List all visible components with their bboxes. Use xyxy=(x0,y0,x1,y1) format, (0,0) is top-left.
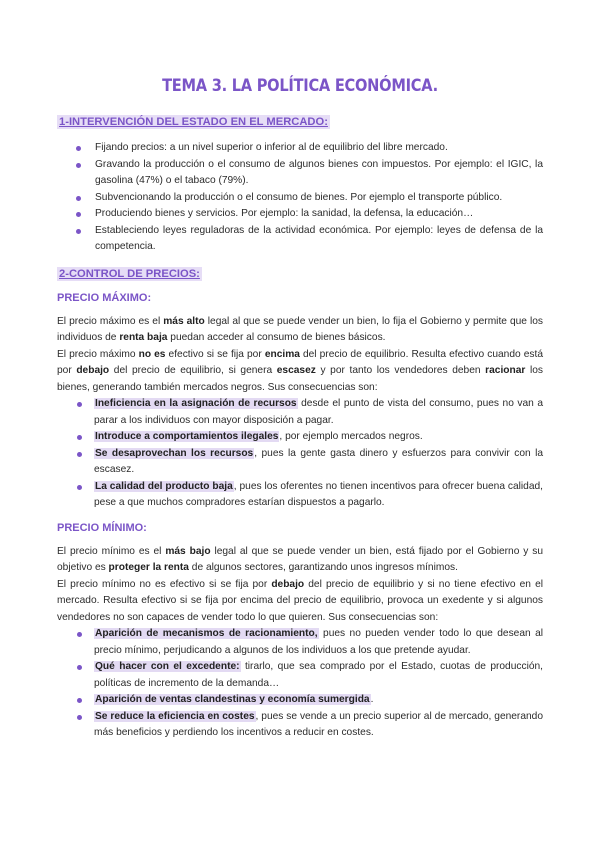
list-item: Ineficiencia en la asignación de recursos desde el punto de vista del consumo, pues no van a parar a los individuos con mayor disposición a pagar. xyxy=(57,396,543,429)
list-item: Se desaprovechan los recursos, pues la gente gasta dinero y esfuerzos para convivir con la escasez. xyxy=(57,446,543,479)
precio-maximo-consecuencias xyxy=(57,396,543,512)
list-item: Qué hacer con el excedente: tirarlo, que sea comprado por el Estado, cuotas de producción, políticas de incremento de la demanda… xyxy=(57,659,543,692)
list-item: Fijando precios: a un nivel superior o inferior al de equilibrio del libre mercado. xyxy=(57,140,543,157)
precio-minimo-consecuencias xyxy=(57,626,543,742)
section-heading-control-precios: 2-CONTROL DE PRECIOS: xyxy=(59,267,200,280)
paragraph: El precio mínimo es el más bajo legal al que se puede vender un bien, está fijado por el Gobierno y su objetivo es proteger la renta de algunos sectores, garantizando unos ingresos mínimos. xyxy=(57,545,544,573)
list-item: Subvencionando la producción o el consumo de bienes. Por ejemplo el transporte público. xyxy=(57,190,543,207)
list-item: Aparición de mecanismos de racionamiento, pues no pueden vender todo lo que desean al precio mínimo, perjudicando a algunos de los individuos a los que pretende ayudar. xyxy=(57,626,543,659)
list-item: Introduce a comportamientos ilegales, por ejemplo mercados negros. xyxy=(57,429,543,446)
subheading-precio-maximo: PRECIO MÁXIMO: xyxy=(57,291,152,304)
list-item: Estableciendo leyes reguladoras de la actividad económica. Por ejemplo: leyes de defensa de la competencia. xyxy=(57,223,543,256)
section-heading-intervencion: 1-INTERVENCIÓN DEL ESTADO EN EL MERCADO: xyxy=(59,116,328,128)
list-item: Gravando la producción o el consumo de algunos bienes con impuestos. Por ejemplo: el IGIC, la gasolina (47%) o el tabaco (79%). xyxy=(57,157,543,190)
list-item: Aparición de ventas clandestinas y economía sumergida. xyxy=(57,692,543,709)
subheading-precio-minimo: PRECIO MÍNIMO: xyxy=(57,521,147,534)
paragraph: El precio mínimo no es efectivo si se fija por debajo del precio de equilibrio y si no tiene efectivo en el mercado. Resulta efectivo si se fija por encima del precio de equilibrio, provoca un exedente y si algunos vendedores no son capaces de vender todo lo que quieren. Sus consecuencias son: xyxy=(57,578,543,623)
paragraph: El precio máximo no es efectivo si se fija por encima del precio de equilibrio. Resulta efectivo cuando está por debajo del precio de equilibrio, si genera escasez y por tanto los vendedores deben racionar los bienes, generando también mercados negros. Sus consecuencias son: xyxy=(57,348,543,393)
paragraph: El precio máximo es el más alto legal al que se puede vender un bien, lo fija el Gobierno y permite que los individuos de renta baja puedan acceder al consumo de bienes básicos. xyxy=(57,315,543,343)
intervencion-list xyxy=(57,140,543,256)
list-item: La calidad del producto baja, pues los oferentes no tienen incentivos para ofrecer buena calidad, pese a que muchos compradores estarían dispuestos a pagarlo. xyxy=(57,479,543,512)
list-item: Se reduce la eficiencia en costes, pues se vende a un precio superior al de mercado, generando más beneficios y perdiendo los incentivos a reducir en costes. xyxy=(57,709,543,742)
page-title: TEMA 3. LA POLÍTICA ECONÓMICA. xyxy=(162,76,438,96)
list-item: Produciendo bienes y servicios. Por ejemplo: la sanidad, la defensa, la educación… xyxy=(57,206,543,223)
